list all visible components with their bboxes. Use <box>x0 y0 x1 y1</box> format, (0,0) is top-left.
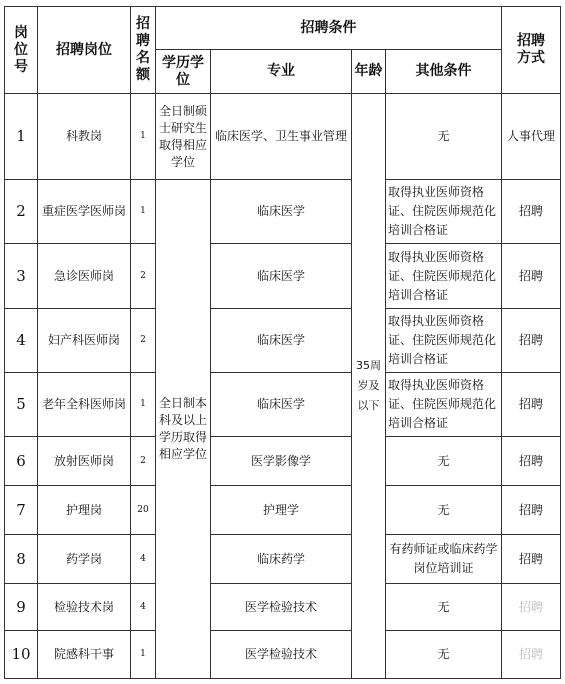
quota: 1 <box>131 631 156 679</box>
major: 临床医学 <box>211 180 352 244</box>
post-name: 急诊医师岗 <box>38 244 131 309</box>
post-no: 7 <box>5 486 38 535</box>
other-conditions: 取得执业医师资格证、住院医师规范化培训合格证 <box>386 180 502 244</box>
major: 临床医学 <box>211 373 352 437</box>
table-row <box>5 244 561 309</box>
quota: 2 <box>131 437 156 486</box>
quota: 1 <box>131 373 156 437</box>
major: 医学检验技术 <box>211 631 352 679</box>
recruit-method: 招聘 <box>502 437 561 486</box>
major: 临床医学 <box>211 244 352 309</box>
quota: 1 <box>131 94 156 180</box>
post-no: 2 <box>5 180 38 244</box>
post-no: 5 <box>5 373 38 437</box>
post-name: 放射医师岗 <box>38 437 131 486</box>
post-name: 药学岗 <box>38 535 131 584</box>
table-row <box>5 631 561 679</box>
other-conditions: 无 <box>386 486 502 535</box>
post-no: 8 <box>5 535 38 584</box>
table-row <box>5 437 561 486</box>
header-age: 年龄 <box>352 50 386 94</box>
recruit-method: 招聘 <box>502 309 561 373</box>
other-conditions: 无 <box>386 437 502 486</box>
header-post-no: 岗位号 <box>5 7 38 94</box>
header-method: 招聘方式 <box>502 7 561 94</box>
post-name: 护理岗 <box>38 486 131 535</box>
table-row <box>5 486 561 535</box>
post-no: 6 <box>5 437 38 486</box>
recruit-method: 招聘 <box>502 584 561 631</box>
post-no: 10 <box>5 631 38 679</box>
post-no: 1 <box>5 94 38 180</box>
major: 护理学 <box>211 486 352 535</box>
quota: 2 <box>131 309 156 373</box>
education-shared: 全日制本科及以上学历取得相应学位 <box>156 180 211 679</box>
recruit-method: 招聘 <box>502 631 561 679</box>
post-no: 9 <box>5 584 38 631</box>
other-conditions: 无 <box>386 94 502 180</box>
post-name: 科教岗 <box>38 94 131 180</box>
quota: 20 <box>131 486 156 535</box>
age-requirement: 35周岁及以下 <box>352 94 386 679</box>
header-conditions: 招聘条件 <box>156 7 502 50</box>
other-conditions: 无 <box>386 631 502 679</box>
table-row <box>5 180 561 244</box>
other-conditions: 有药师证或临床药学岗位培训证 <box>386 535 502 584</box>
other-conditions: 取得执业医师资格证、住院医师规范化培训合格证 <box>386 309 502 373</box>
other-conditions: 取得执业医师资格证、住院医师规范化培训合格证 <box>386 373 502 437</box>
quota: 1 <box>131 180 156 244</box>
header-major: 专业 <box>211 50 352 94</box>
major: 临床药学 <box>211 535 352 584</box>
post-name: 检验技术岗 <box>38 584 131 631</box>
quota: 4 <box>131 535 156 584</box>
post-no: 3 <box>5 244 38 309</box>
post-name: 妇产科医师岗 <box>38 309 131 373</box>
quota: 4 <box>131 584 156 631</box>
major: 医学影像学 <box>211 437 352 486</box>
recruit-method: 招聘 <box>502 180 561 244</box>
recruit-method: 招聘 <box>502 373 561 437</box>
post-no: 4 <box>5 309 38 373</box>
table-row <box>5 535 561 584</box>
other-conditions: 无 <box>386 584 502 631</box>
table-row <box>5 373 561 437</box>
recruit-method: 人事代理 <box>502 94 561 180</box>
header-quota: 招聘名额 <box>131 7 156 94</box>
education: 全日制硕士研究生取得相应学位 <box>156 94 211 180</box>
other-conditions: 取得执业医师资格证、住院医师规范化培训合格证 <box>386 244 502 309</box>
major: 临床医学 <box>211 309 352 373</box>
post-name: 院感科干事 <box>38 631 131 679</box>
table-row <box>5 94 561 180</box>
post-name: 老年全科医师岗 <box>38 373 131 437</box>
recruit-method: 招聘 <box>502 535 561 584</box>
recruit-method: 招聘 <box>502 486 561 535</box>
table-row <box>5 309 561 373</box>
header-other: 其他条件 <box>386 50 502 94</box>
quota: 2 <box>131 244 156 309</box>
recruit-method: 招聘 <box>502 244 561 309</box>
header-post-name: 招聘岗位 <box>38 7 131 94</box>
recruitment-table <box>4 6 561 679</box>
major: 临床医学、卫生事业管理 <box>211 94 352 180</box>
post-name: 重症医学医师岗 <box>38 180 131 244</box>
table-row <box>5 584 561 631</box>
major: 医学检验技术 <box>211 584 352 631</box>
header-education: 学历学位 <box>156 50 211 94</box>
